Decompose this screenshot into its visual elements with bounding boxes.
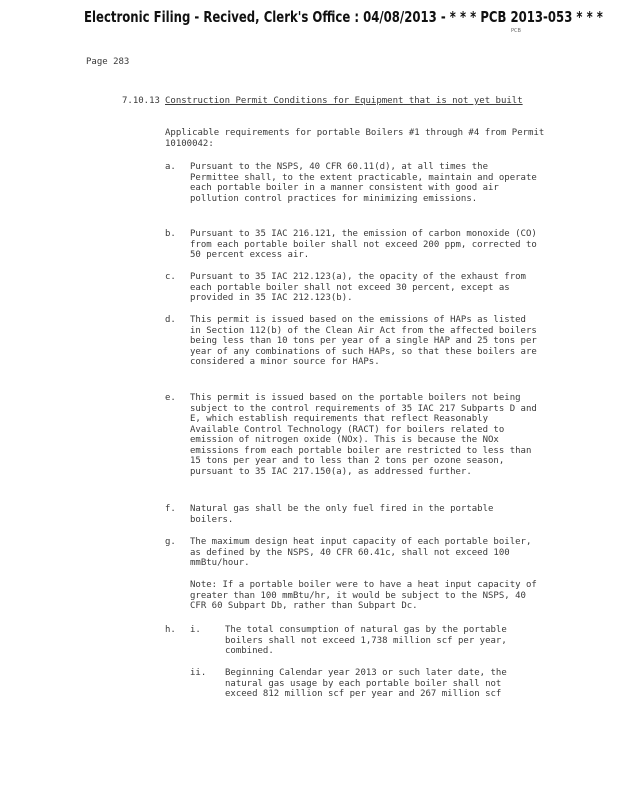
condition-label: a. xyxy=(165,162,176,172)
condition-text: Natural gas shall be the only fuel fired in the portable boilers. xyxy=(190,504,494,525)
stamp-mark: PCB xyxy=(511,28,521,34)
condition-text: Pursuant to 35 IAC 212.123(a), the opacity of the exhaust from each portable boiler shall not exceed 30 percent, except as provided in 35 IAC 212.123(b). xyxy=(190,272,526,303)
condition-label: b. xyxy=(165,229,176,239)
condition-label: d. xyxy=(165,315,176,325)
subcondition-label: ii. xyxy=(190,668,207,678)
section-intro: Applicable requirements for portable Boilers #1 through #4 from Permit 10100042: xyxy=(165,128,545,149)
condition-label: c. xyxy=(165,272,176,282)
filing-stamp: Electronic Filing - Recived, Clerk's Office : 04/08/2013 - * * * PCB 2013-053 * * * xyxy=(84,8,603,26)
condition-text: Pursuant to the NSPS, 40 CFR 60.11(d), at all times the Permittee shall, to the extent practicable, maintain and operate each portable boiler in a manner consistent with good air pollution control practices for minimizing emissions. xyxy=(190,162,537,204)
section-title-text: Construction Permit Conditions for Equipment that is not yet built xyxy=(165,96,523,106)
condition-label: g. xyxy=(165,537,176,547)
subcondition-label: i. xyxy=(190,625,201,635)
condition-label: h. xyxy=(165,625,176,635)
condition-label: e. xyxy=(165,393,176,403)
section-title xyxy=(165,96,525,107)
condition-text: Pursuant to 35 IAC 216.121, the emission of carbon monoxide (CO) from each portable boiler shall not exceed 200 ppm, corrected to 50 percent excess air. xyxy=(190,229,537,260)
condition-label: f. xyxy=(165,504,176,514)
note-paragraph: Note: If a portable boiler were to have a heat input capacity of greater than 100 mmBtu/hr, it would be subject to the NSPS, 40 CFR 60 Subpart Db, rather than Subpart Dc. xyxy=(190,580,537,611)
condition-text: This permit is issued based on the emissions of HAPs as listed in Section 112(b) of the Clean Air Act from the affected boilers being less than 10 tons per year of a single HAP and 25 tons per year of any combinations of such HAPs, so that these boilers are considered a minor source for HAPs. xyxy=(190,315,537,367)
condition-text: This permit is issued based on the portable boilers not being subject to the control requirements of 35 IAC 217 Subparts D and E, which establish requirements that reflect Reasonably Available Control Technology (RACT) for boilers related to emission of nitrogen oxide (NOx). This is because the NOx emissions from each portable boiler are restricted to less than 15 tons per year and to less than 2 tons per ozone season, pursuant to 35 IAC 217.150(a), as addressed further. xyxy=(190,393,537,477)
subcondition-text: Beginning Calendar year 2013 or such later date, the natural gas usage by each portable boiler shall not exceed 812 million scf per year and 267 million scf xyxy=(225,668,507,699)
subcondition-text: The total consumption of natural gas by the portable boilers shall not exceed 1,738 million scf per year, combined. xyxy=(225,625,507,656)
page-label: Page 283 xyxy=(86,57,130,67)
section-number: 7.10.13 xyxy=(122,96,160,106)
condition-text: The maximum design heat input capacity of each portable boiler, as defined by the NSPS, 40 CFR 60.41c, shall not exceed 100 mmBtu/hour. xyxy=(190,537,532,568)
